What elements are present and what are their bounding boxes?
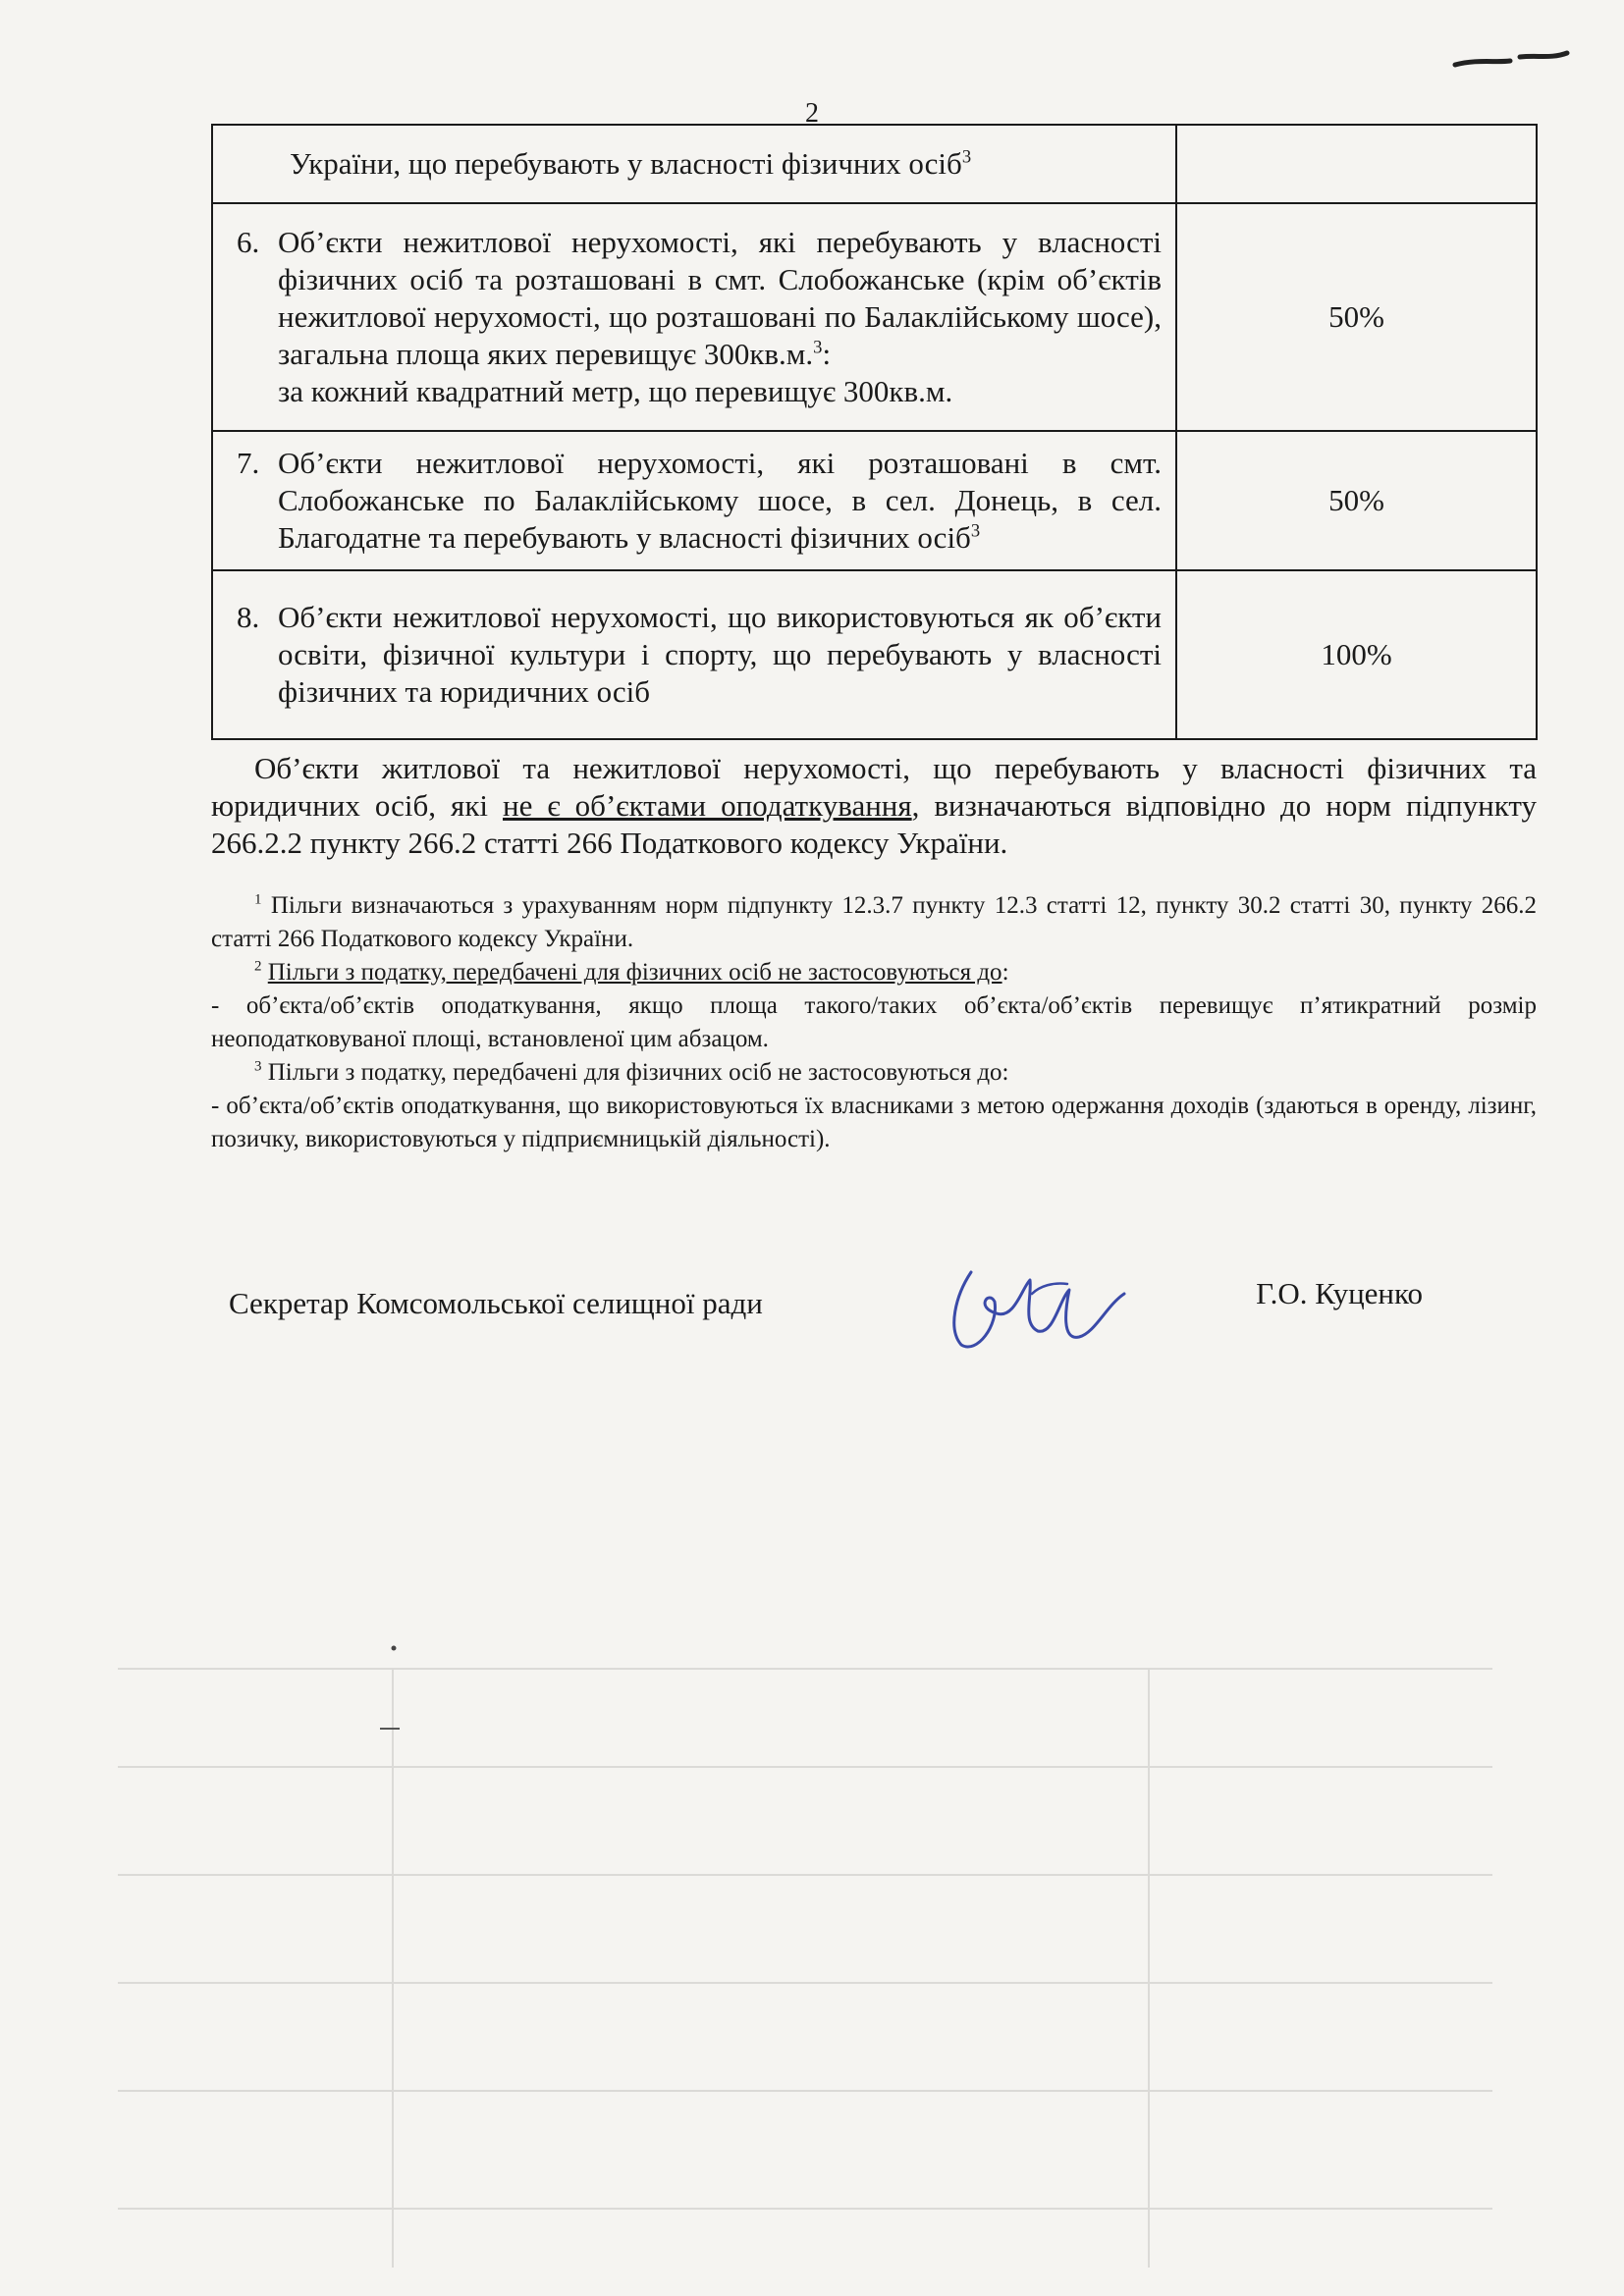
signature-block: [211, 1272, 1537, 1351]
signature-name: Г.О. Куценко: [1256, 1276, 1423, 1310]
scan-speck: [388, 1641, 400, 1655]
footnote-ref: 3: [813, 337, 823, 358]
rate-cell: 50%: [1176, 431, 1537, 570]
rate-cell: [1176, 125, 1537, 203]
footnote-marker: 2: [254, 958, 262, 975]
footnote-1: $^1$ Пільги визначаються з урахуванням норм підпункту 12.3.7 пункту 12.3 статті 12, пункту 30.2 статті 30, пункту 266.2 статті 266 Податкового кодексу України.: [211, 891, 1537, 952]
footnote-3-item: - об’єкта/об’єктів оподаткування, що використовуються їх власниками з метою одержання доходів (здаються в оренду, лізинг, позичку, використовуються у підприємницькій діяльності).: [211, 1093, 1537, 1152]
rate-cell: 50%: [1176, 203, 1537, 431]
table-row: [212, 203, 1537, 431]
item-number: 6.: [237, 225, 260, 259]
footnote-3-heading: $^3$ Пільги з податку, передбачені для фізичних осіб не застосовуються до:: [254, 1058, 1009, 1086]
item-text: Об’єкти нежитлової нерухомості, що використовуються як об’єкти освіти, фізичної культури і спорту, що перебувають у власності фізичних та юридичних осіб: [278, 600, 1162, 709]
description-cell: [212, 570, 1176, 739]
scan-speck: [378, 1726, 402, 1732]
underlined-phrase: не є об’єктами оподаткування: [503, 788, 912, 823]
item-number: 8.: [237, 600, 260, 634]
footnote-marker: 3: [254, 1058, 262, 1075]
description-cell: [212, 203, 1176, 431]
main-paragraph: Об’єкти житлової та нежитлової нерухомості, що перебувають у власності фізичних та юридичних осіб, які не є об’єктами оподаткування, визначаються відповідно до норм підпункту 266.2.2 пункту 266.2 статті 266 Податкового кодексу України.: [211, 751, 1537, 860]
table-row: [212, 431, 1537, 570]
footnotes: [211, 889, 1537, 1156]
table-row: [212, 125, 1537, 203]
item-text: Об’єкти нежитлової нерухомості, які перебувають у власності фізичних осіб та розташовані в смт. Слобожанське (крім об’єктів нежитлової нерухомості, що розташовані по Балаклійському шосе), загальна площа яких перевищує 300кв.м.$^3$: за кожний квадратний метр, що перевищує 300кв.м.: [278, 225, 1162, 408]
reverse-side-show-through: [118, 1659, 1492, 2268]
footnote-ref: 3: [961, 146, 972, 168]
description-cell: [212, 431, 1176, 570]
privileges-table: [211, 124, 1538, 740]
page-number: 2: [805, 98, 819, 129]
scan-mark: [1447, 39, 1575, 79]
item-number: 7.: [237, 446, 260, 480]
description-cell: [212, 125, 1176, 203]
continuation-text: України, що перебувають у власності фізичних осіб$^3$: [290, 146, 972, 181]
footnote-ref: 3: [970, 520, 981, 542]
signature-title: Секретар Комсомольської селищної ради: [229, 1286, 763, 1320]
item-text: Об’єкти нежитлової нерухомості, які розташовані в смт. Слобожанське по Балаклійському шосе, в сел. Донець, в сел. Благодатне та перебувають у власності фізичних осіб$^3$: [278, 446, 1162, 555]
footnote-marker: 1: [254, 891, 262, 908]
footnote-2-heading: $^2$ Пільги з податку, передбачені для фізичних осіб не застосовуються до:: [254, 958, 1009, 986]
handwritten-signature: [938, 1251, 1134, 1359]
table-row: [212, 570, 1537, 739]
item-extra-line: за кожний квадратний метр, що перевищує 300кв.м.: [278, 374, 953, 408]
footnote-2-item: - об’єкта/об’єктів оподаткування, якщо площа такого/таких об’єкта/об’єктів перевищує п’ятикратний розмір неоподатковуваної площі, встановленої цим абзацом.: [211, 992, 1537, 1052]
rate-cell: 100%: [1176, 570, 1537, 739]
